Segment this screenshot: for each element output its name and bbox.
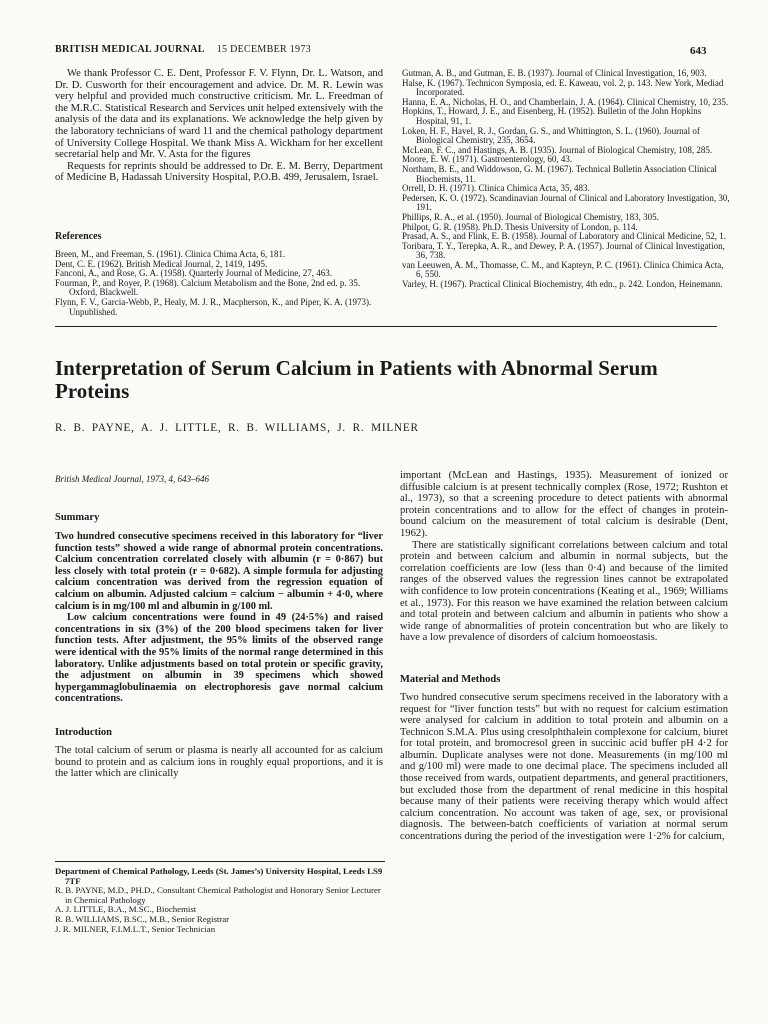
- reference-item: Fourman, P., and Royer, P. (1968). Calcium Metabolism and the Bone, 2nd ed. p. 35. Oxford, Blackwell.: [55, 277, 361, 298]
- reference-item: Pedersen, K. O. (1972). Scandinavian Journal of Clinical and Laboratory Investigation, 30, 191.: [402, 192, 730, 213]
- reference-item: Hopkins, T., Howard, J. E., and Eisenberg, H. (1952). Bulletin of the John Hopkins Hospital, 91, 1.: [402, 106, 702, 126]
- summary-heading: Summary: [55, 512, 100, 523]
- issue-date: 15 DECEMBER 1973: [216, 44, 311, 55]
- department-address: Department of Chemical Pathology, Leeds (St. James’s) University Hospital, Leeds LS9 7TF: [55, 866, 383, 886]
- reference-item: Orrell, D. H. (1971). Clinica Chimica Acta, 35, 483.: [402, 183, 590, 194]
- left-column: [55, 512, 383, 780]
- journal-name: BRITISH MEDICAL JOURNAL: [55, 44, 205, 55]
- running-header: [55, 44, 311, 55]
- author-affiliation: J. R. MILNER, F.I.M.L.T., Senior Technician: [55, 923, 216, 934]
- section-divider: [55, 326, 717, 327]
- introduction-paragraph: The total calcium of serum or plasma is nearly all accounted for as calcium bound to protein and as calcium ions in roughly equal proportions, and it is the latter which are clinically: [55, 744, 383, 780]
- reference-item: Breen, M., and Freeman, S. (1961). Clinica Chima Acta, 6, 181.: [55, 249, 286, 259]
- summary-paragraph: Low calcium concentrations were found in 49 (24·5%) and raised concentrations in six (3%) of the 200 blood specimens taken for liver function tests. After adjustment, the 95% limits of the observed range were identical with the 95% limits of the normal range determined in this laboratory. Unlike adjustments based on total protein or specific gravity, the adjustment on albumin in 39 specimens which showed hypergammaglobulinaemia on electrophoresis gave normal calcium concentrations.: [55, 612, 383, 705]
- introduction-heading: Introduction: [55, 726, 112, 738]
- reference-item: Hanna, E. A., Nicholas, H. O., and Chamberlain, J. A. (1964). Clinical Chemistry, 10, 235.: [402, 96, 729, 107]
- body-paragraph: There are statistically significant correlations between calcium and total protein and between calcium and albumin in normal subjects, but the correlation coefficients are low (less than 0·4) and because of the limited ranges of the observed values the regression lines cannot be extrapolated with confidence to low protein concentrations (Keating et al., 1969; Williams et al., 1973). For this reason we have examined the relation between calcium and total protein and between calcium and albumin in patients who show a wide range of abnormalities of protein concentration but who are likely to have a low prevalence of disorders of calcium homoeostasis.: [400, 539, 728, 644]
- reference-item: McLean, F. C., and Hastings, A. B. (1935). Journal of Biological Chemistry, 108, 285.: [402, 144, 713, 155]
- reference-item: Loken, H. F., Havel, R. J., Gordan, G. S., and Whittington, S. L. (1960). Journal of Biological Chemistry, 235, 3654.: [402, 125, 700, 146]
- reference-item: Gutman, A. B., and Gutman, E. B. (1937). Journal of Clinical Investigation, 16, 903.: [402, 68, 707, 78]
- reference-item: Varley, H. (1967). Practical Clinical Biochemistry, 4th edn., p. 242. London, Heinemann.: [402, 279, 723, 290]
- article-title: Interpretation of Serum Calcium in Patients with Abnormal Serum Proteins: [55, 356, 658, 403]
- reference-item: Toribara, T. Y., Terepka, A. R., and Dewey, P. A. (1957). Journal of Clinical Investigation, 36, 738.: [402, 240, 725, 261]
- reprint-request: Requests for reprints should be addressed to Dr. E. M. Berry, Department of Medicine B, Hadassah University Hospital, P.O.B. 499, Jerusalem, Israel.: [55, 160, 383, 184]
- acknowledgements-paragraph: We thank Professor C. E. Dent, Professor F. V. Flynn, Dr. L. Watson, and Dr. D. Cusworth for their encouragement and advice. Dr. M. R. Lewin was very helpful and provided much constructive criticism. Mr. L. Freedman of the M.R.C. Statistical Research and Services unit helped extensively with the analysis of the data and its explanations. We acknowledge the help given by the laboratory technicians of ward 11 and the chemical pathology department of University College Hospital. We thank Miss A. Wickham for her excellent secretarial help and Mr. V. Asta for the figures: [55, 68, 383, 161]
- affiliation-block: [55, 861, 385, 934]
- reference-item: Prasad, A. S., and Flink, E. B. (1958). Journal of Laboratory and Clinical Medicine, 52, 1.: [402, 231, 726, 242]
- right-column: [400, 470, 728, 843]
- reference-item: Dent, C. E. (1962). British Medical Journal, 2, 1419, 1495.: [55, 258, 268, 269]
- acknowledgements: [55, 68, 383, 184]
- reference-item: Moore, E. W. (1971). Gastroenterology, 60, 43.: [402, 154, 573, 165]
- methods-heading: Material and Methods: [400, 673, 501, 685]
- methods-paragraph: Two hundred consecutive serum specimens received in the laboratory with a request for “liver function tests” but with no request for calcium estimation were analysed for calcium in addition to total protein and albumin on a Technicon S.M.A. Plus using cresolphthalein complexone for calcium, biuret for total protein, and bromocresol green in succinic acid buffer pH 4·2 for albumin. Duplicate analyses were not done. Measurements (in mg/100 ml and g/100 ml) were made to one decimal place. The specimens included all those received from wards, outpatient departments, and general practitioners, but excluded those from the department of renal medicine in this hospital because many of their patients were receiving therapy which would affect calcium concentration. No account was taken of age, sex, or provisional diagnosis. The between-batch coefficients of variation at normal serum concentrations during the period of the investigation were 1·2% for calcium,: [400, 691, 728, 843]
- references-heading: References: [55, 231, 102, 242]
- page-number: 643: [690, 45, 707, 57]
- article-authors: R. B. PAYNE, A. J. LITTLE, R. B. WILLIAMS, J. R. MILNER: [55, 422, 419, 434]
- author-affiliation: A. J. LITTLE, B.A., M.SC., Biochemist: [55, 904, 197, 915]
- reference-item: Flynn, F. V., Garcia-Webb, P., Healy, M. J. R., Macpherson, K., and Piper, K. A. (1973). Unpublished.: [55, 296, 372, 317]
- author-affiliation: R. B. PAYNE, M.D., PH.D., Consultant Chemical Pathologist and Honorary Senior Lecturer in Chemical Pathology: [55, 885, 381, 905]
- references-right: [402, 69, 730, 290]
- reference-item: Fanconi, A., and Rose, G. A. (1958). Quarterly Journal of Medicine, 27, 463.: [55, 268, 332, 279]
- body-paragraph: important (McLean and Hastings, 1935). Measurement of ionized or diffusible calcium is at present technically complex (Rose, 1972; Rushton et al., 1973), so that a screening procedure to detect patients with abnormal protein concentrations and to allow for the effect of changes in protein-bound calcium on the measurement of total calcium is desirable (Dent, 1962).: [400, 470, 728, 539]
- reference-item: Philpot, G. R. (1958). Ph.D. Thesis University of London, p. 114.: [402, 221, 638, 232]
- author-affiliation: R. B. WILLIAMS, B.SC., M.B., Senior Registrar: [55, 913, 230, 924]
- references-left: [55, 231, 383, 317]
- reference-item: Northam, B. E., and Widdowson, G. M. (1967). Technical Bulletin Association Clinical Biochemists, 11.: [402, 163, 717, 184]
- reference-item: van Leeuwen, A. M., Thomasse, C. M., and Kapteyn, P. C. (1961). Clinica Chimica Acta, 6, 550.: [402, 259, 724, 280]
- reference-item: Phillips, R. A., et al. (1950). Journal of Biological Chemistry, 183, 305.: [402, 211, 659, 222]
- summary-paragraph: Two hundred consecutive specimens received in this laboratory for “liver function tests” showed a wide range of abnormal protein concentrations. Calcium concentration correlated closely with albumin (r = 0·867) but less closely with total protein (r = 0·682). A simple formula for adjusting calcium concentration was derived from the regression equation of calcium on albumin. Adjusted calcium = calcium − albumin + 4·0, where calcium is in mg/100 ml and albumin in g/100 ml.: [55, 531, 383, 612]
- reference-item: Halse, K. (1967). Technicon Symposia, ed. E. Kaweau, vol. 2, p. 143. New York, Mediad Incorporated.: [402, 77, 724, 98]
- article-citation: British Medical Journal, 1973, 4, 643–646: [55, 474, 209, 484]
